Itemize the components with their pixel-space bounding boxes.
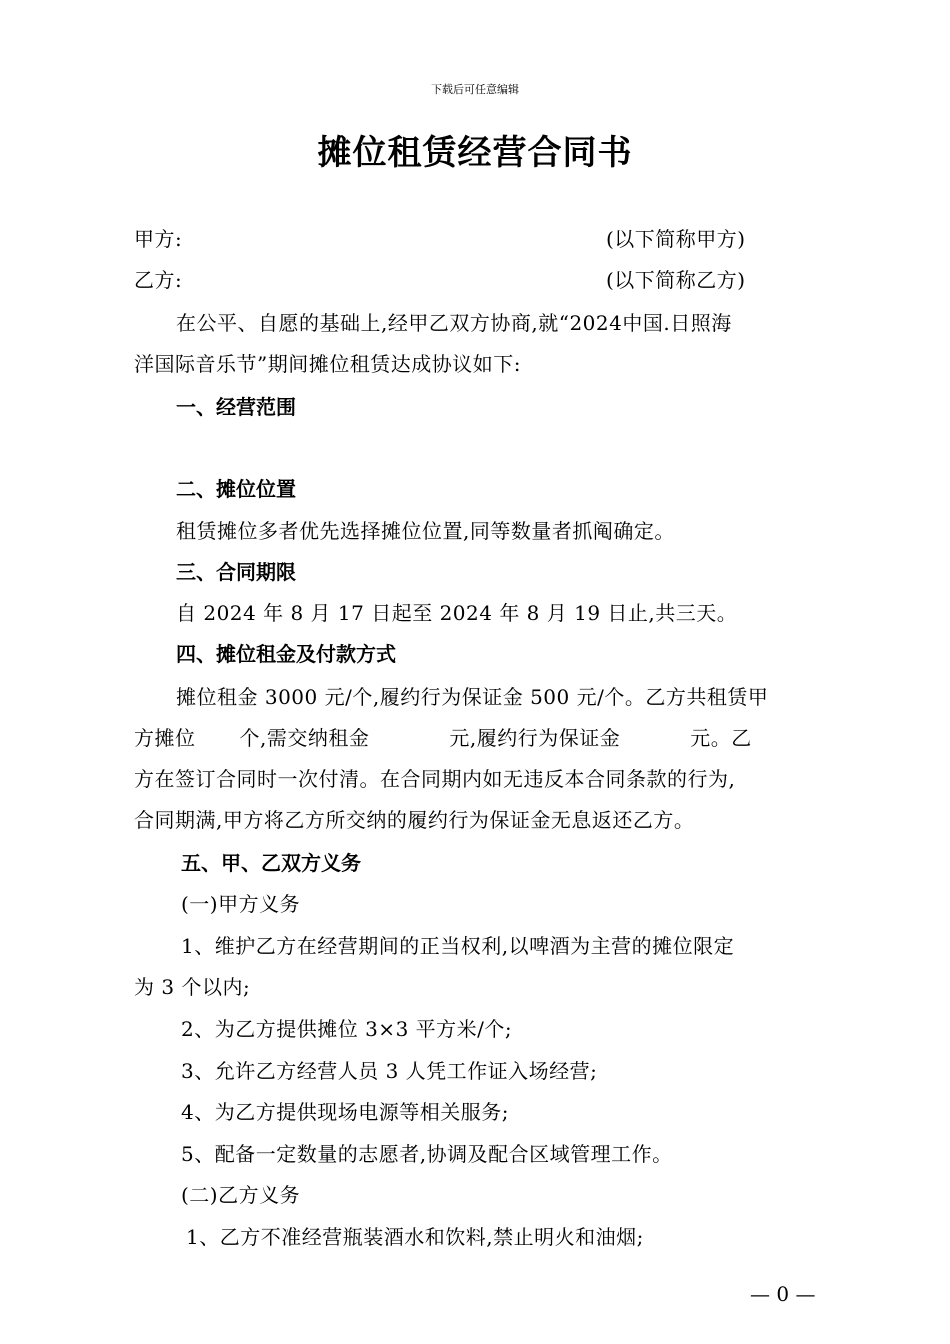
section-4-line-1: 摊位租金 3000 元/个,履约行为保证金 500 元/个。乙方共租赁甲 <box>176 685 769 709</box>
section-2-body: 租赁摊位多者优先选择摊位位置,同等数量者抓阄确定。 <box>176 519 675 543</box>
party-b-label: 乙方: <box>134 268 183 292</box>
intro-line-2: 洋国际音乐节”期间摊位租赁达成协议如下: <box>134 352 521 376</box>
intro-line-1: 在公平、自愿的基础上,经甲乙双方协商,就“2024中国.日照海 <box>176 311 732 335</box>
party-a-duty-5: 5、配备一定数量的志愿者,协调及配合区域管理工作。 <box>181 1142 673 1166</box>
section-4-line-2 <box>134 722 752 751</box>
section-2-heading: 二、摊位位置 <box>176 477 296 501</box>
deposit-amount-label: 元,履约行为保证金 <box>449 726 621 750</box>
party-a-duties-heading: (一)甲方义务 <box>181 892 301 916</box>
section-4-line-4: 合同期满,甲方将乙方所交纳的履约行为保证金无息返还乙方。 <box>134 808 695 832</box>
section-1-heading: 一、经营范围 <box>176 395 296 419</box>
section-3-heading: 三、合同期限 <box>176 560 296 584</box>
party-a-duty-4: 4、为乙方提供现场电源等相关服务; <box>181 1100 509 1124</box>
party-a-label: 甲方: <box>134 227 183 251</box>
section-5-heading: 五、甲、乙双方义务 <box>181 851 361 875</box>
party-a-duty-1-line-2: 为 3 个以内; <box>134 975 251 999</box>
party-a-duty-2: 2、为乙方提供摊位 3×3 平方米/个; <box>181 1017 513 1041</box>
party-a-duty-3: 3、允许乙方经营人员 3 人凭工作证入场经营; <box>181 1059 598 1083</box>
page-number: — 0 — <box>750 1282 816 1306</box>
party-b-note: (以下简称乙方) <box>606 268 746 292</box>
party-a-note: (以下简称甲方) <box>606 227 746 251</box>
party-a-duty-1-line-1: 1、维护乙方在经营期间的正当权利,以啤酒为主营的摊位限定 <box>181 934 735 958</box>
document-title: 摊位租赁经营合同书 <box>317 133 633 173</box>
section-3-body: 自 2024 年 8 月 17 日起至 2024 年 8 月 19 日止,共三天。 <box>176 601 738 625</box>
rent-amount-label: 个,需交纳租金 <box>239 726 370 750</box>
section-4-line-3: 方在签订合同时一次付清。在合同期内如无违反本合同条款的行为, <box>134 767 736 791</box>
booth-count-label: 方摊位 <box>134 726 196 750</box>
page-header-note: 下载后可任意编辑 <box>431 83 519 96</box>
deposit-unit-label: 元。乙 <box>690 726 752 750</box>
party-b-duty-1: 1、乙方不准经营瓶装酒水和饮料,禁止明火和油烟; <box>186 1225 644 1249</box>
section-4-heading: 四、摊位租金及付款方式 <box>176 642 396 666</box>
party-b-duties-heading: (二)乙方义务 <box>181 1183 301 1207</box>
